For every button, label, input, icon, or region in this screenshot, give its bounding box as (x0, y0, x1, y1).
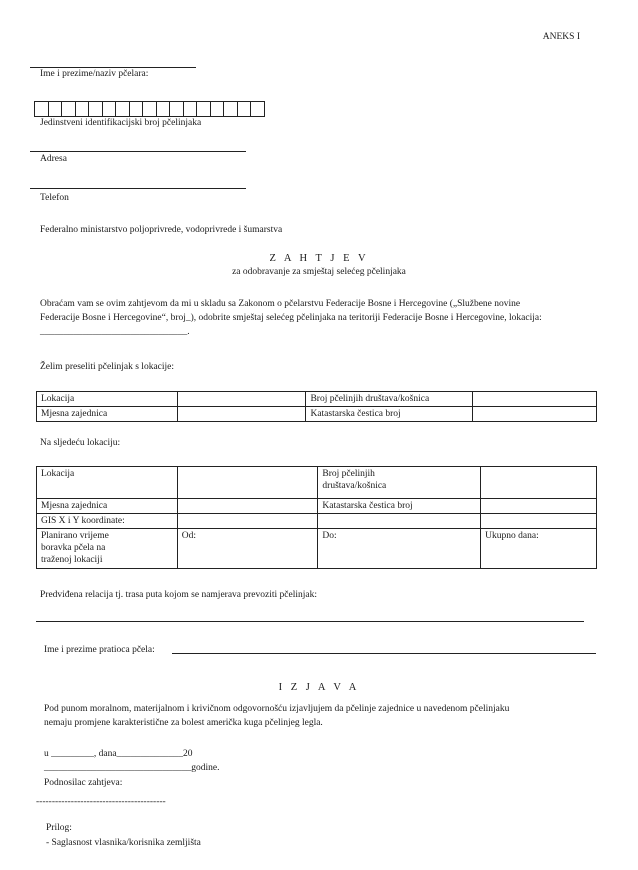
id-number-boxes[interactable] (35, 101, 265, 117)
t2-gis-empty2 (481, 514, 597, 529)
t2-lokacija: Lokacija (37, 467, 178, 499)
from-location-table (36, 391, 597, 422)
izjava-title: I Z J A V A (278, 682, 360, 693)
annex-label: ANEKS I (542, 32, 580, 42)
signature-line[interactable]: ----------------------------------------- (36, 797, 166, 807)
place-date-line[interactable]: u _________, dana______________20 (44, 749, 193, 759)
phone-line (30, 188, 246, 189)
id-label: Jedinstveni identifikacijski broj pčelinjaka (40, 118, 202, 128)
route-line[interactable] (36, 621, 584, 622)
t1-lokacija-value[interactable] (177, 392, 306, 407)
address-line (30, 151, 246, 152)
escort-label: Ime i prezime pratioca pčela: (44, 645, 155, 655)
t1-mz-value[interactable] (177, 407, 306, 422)
attachment-item: - Saglasnost vlasnika/korisnika zemljišta (46, 838, 201, 848)
t2-gis-empty (318, 514, 481, 529)
intro-line-3: _______________________________. (40, 327, 190, 337)
t2-gis: GIS X i Y koordinate: (37, 514, 178, 529)
t2-kc: Katastarska čestica broj (318, 499, 481, 514)
t2-broj-value[interactable] (481, 467, 597, 499)
t2-do[interactable]: Do: (318, 529, 481, 569)
t1-mz: Mjesna zajednica (37, 407, 178, 422)
attachment-label: Prilog: (46, 823, 72, 833)
phone-label: Telefon (40, 193, 69, 203)
t1-lokacija: Lokacija (37, 392, 178, 407)
t2-mz: Mjesna zajednica (37, 499, 178, 514)
izjava-line-2: nemaju promjene karakteristične za bolest američka kuga pčelinjeg legla. (44, 718, 323, 728)
to-location-table (36, 466, 597, 569)
t1-broj-value[interactable] (473, 392, 597, 407)
izjava-line-1: Pod punom moralnom, materijalnom i krivičnom odgovornošću izjavljujem da pčelinje zajednice u navedenom pčelinjaku (44, 704, 510, 714)
t2-lokacija-value[interactable] (177, 467, 318, 499)
year-line[interactable]: _______________________________godine. (44, 763, 220, 773)
t2-mz-value[interactable] (177, 499, 318, 514)
address-label: Adresa (40, 154, 67, 164)
route-label: Predviđena relacija tj. trasa puta kojom se namjerava prevoziti pčelinjak: (40, 590, 317, 600)
from-label: Želim preseliti pčelinjak s lokacije: (40, 362, 175, 372)
t2-gis-value[interactable] (177, 514, 318, 529)
t1-kc-value[interactable] (473, 407, 597, 422)
t2-kc-value[interactable] (481, 499, 597, 514)
subtitle: za odobravanje za smještaj selećeg pčelinjaka (232, 267, 406, 277)
ministry: Federalno ministarstvo poljoprivrede, vodoprivrede i šumarstva (40, 225, 283, 235)
intro-line-2: Federacije Bosne i Hercegovine“, broj_), odobrite smještaj selećeg pčelinjaka na teritoriji Federacije Bosne i Hercegovine, lokacija: (40, 313, 542, 323)
title: Z A H T J E V (269, 253, 369, 264)
escort-line[interactable] (172, 653, 596, 654)
submitter-label: Podnosilac zahtjeva: (44, 778, 123, 788)
t1-kc: Katastarska čestica broj (306, 407, 473, 422)
intro-line-1: Obraćam vam se ovim zahtjevom da mi u skladu sa Zakonom o pčelarstvu Federacije Bosne i Hercegovine („Službene novine (40, 299, 521, 309)
name-line (30, 67, 196, 68)
t1-broj: Broj pčelinjih društava/košnica (306, 392, 473, 407)
t2-ukupno[interactable]: Ukupno dana: (481, 529, 597, 569)
t2-broj: Broj pčelinjih društava/košnica (318, 467, 481, 499)
name-label: Ime i prezime/naziv pčelara: (40, 69, 149, 79)
t2-planned: Planirano vrijeme boravka pčela na traženoj lokaciji (37, 529, 178, 569)
t2-od[interactable]: Od: (177, 529, 318, 569)
to-label: Na sljedeću lokaciju: (40, 438, 121, 448)
